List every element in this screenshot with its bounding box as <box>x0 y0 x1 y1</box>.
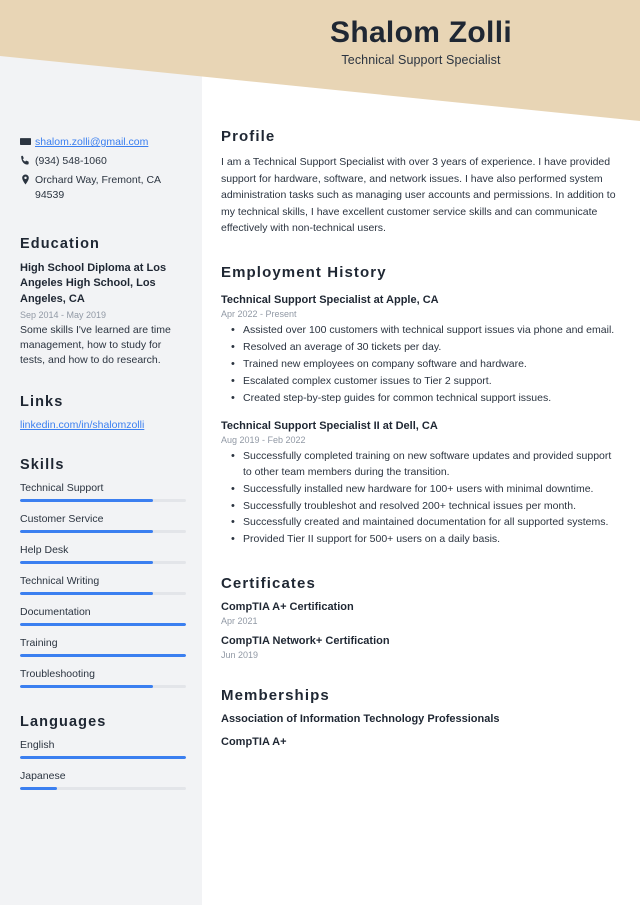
employment-title: Technical Support Specialist at Apple, CA <box>221 293 439 306</box>
employment-date: Aug 2019 - Feb 2022 <box>221 434 306 445</box>
language-bar-fill <box>20 787 57 790</box>
membership-entry: CompTIA A+ <box>221 736 287 749</box>
envelope-icon <box>20 135 35 147</box>
skill-bar-fill <box>20 654 186 657</box>
education-description: Some skills I've learned are time management, how to study for tests, and how to do research. <box>20 323 171 366</box>
employment-date: Apr 2022 - Present <box>221 308 297 319</box>
sidebar-heading-links: Links <box>20 394 64 411</box>
certificate-name: CompTIA Network+ Certification <box>221 635 390 648</box>
employment-title: Technical Support Specialist II at Dell, CA <box>221 419 438 432</box>
contact-item-phone <box>20 154 186 168</box>
employment-bullets <box>221 449 616 549</box>
sidebar-heading-languages: Languages <box>20 714 107 731</box>
sidebar-heading-education: Education <box>20 235 100 252</box>
employment-bullet: • Resolved an average of 30 tickets per day. <box>243 340 616 356</box>
employment-entry <box>221 420 616 549</box>
skill-bar-track <box>20 530 186 533</box>
skill-bar-fill <box>20 592 153 595</box>
skill-bar-track <box>20 499 186 502</box>
contact-item-address <box>20 173 186 201</box>
employment-bullet: • Trained new employees on company software and hardware. <box>243 357 616 373</box>
heading-employment-history: Employment History <box>221 263 387 281</box>
skill-item <box>20 482 186 502</box>
contact-address-value: Orchard Way, Fremont, CA 94539 <box>35 174 161 201</box>
skills-list <box>20 482 186 688</box>
certificate-entry <box>221 601 616 626</box>
certificate-date: Apr 2021 <box>221 616 258 627</box>
skill-bar-fill <box>20 499 153 502</box>
membership-entry: Association of Information Technology Professionals <box>221 713 500 726</box>
skill-bar-fill <box>20 623 186 626</box>
heading-profile: Profile <box>221 128 276 145</box>
employment-entry <box>221 294 616 407</box>
skill-bar-fill <box>20 530 153 533</box>
skill-bar-track <box>20 654 186 657</box>
language-item <box>20 739 186 759</box>
language-label: English <box>20 739 55 752</box>
skill-item <box>20 544 186 564</box>
skill-bar-track <box>20 685 186 688</box>
skill-item <box>20 513 186 533</box>
skill-label: Technical Writing <box>20 575 100 588</box>
contact-list <box>20 135 186 202</box>
employment-bullet: • Provided Tier II support for 500+ users on a daily basis. <box>243 532 616 548</box>
skill-item <box>20 637 186 657</box>
sidebar-heading-skills: Skills <box>20 457 65 474</box>
contact-item-email[interactable] <box>20 135 186 149</box>
candidate-job-title: Technical Support Specialist <box>341 52 501 67</box>
employment-bullet: • Successfully created and maintained documentation for all supported systems. <box>243 515 616 531</box>
skill-bar-fill <box>20 685 153 688</box>
employment-bullet: • Successfully installed new hardware for 100+ users with minimal downtime. <box>243 482 616 498</box>
profile-text: I am a Technical Support Specialist with over 3 years of experience. I have provided support for hardware, software, and network issues. I have also performed system administration tasks such as managing user accounts and permissions. In addition to my technical skills, I have excellent customer service skills and can communicate effectively with non-technical users. <box>221 156 616 235</box>
language-item <box>20 770 186 790</box>
employment-bullet: • Assisted over 100 customers with technical support issues via phone and email. <box>243 323 616 339</box>
skill-bar-track <box>20 623 186 626</box>
languages-list <box>20 739 186 790</box>
certificate-entry <box>221 635 616 660</box>
employment-bullets <box>221 323 616 407</box>
skill-label: Troubleshooting <box>20 668 95 681</box>
employment-bullet: • Successfully troubleshot and resolved 200+ technical issues per month. <box>243 499 616 515</box>
phone-icon <box>20 154 35 166</box>
link-linkedin[interactable]: linkedin.com/in/shalomzolli <box>20 419 145 432</box>
education-date: Sep 2014 - May 2019 <box>20 309 107 320</box>
certificate-name: CompTIA A+ Certification <box>221 601 354 614</box>
location-pin-icon <box>20 173 35 185</box>
education-title: High School Diploma at Los Angeles High School, Los Angeles, CA <box>20 261 167 305</box>
certificate-date: Jun 2019 <box>221 650 259 661</box>
skill-label: Technical Support <box>20 482 104 495</box>
contact-phone-value: (934) 548-1060 <box>35 155 107 168</box>
main-column <box>202 0 640 759</box>
skill-bar-track <box>20 592 186 595</box>
heading-certificates: Certificates <box>221 575 316 593</box>
skill-bar-track <box>20 561 186 564</box>
candidate-name: Shalom Zolli <box>330 16 512 49</box>
sidebar <box>0 0 202 801</box>
skill-label: Customer Service <box>20 513 104 526</box>
heading-memberships: Memberships <box>221 687 330 705</box>
employment-bullet: • Escalated complex customer issues to Tier 2 support. <box>243 374 616 390</box>
employment-bullet: • Created step-by-step guides for common technical support issues. <box>243 391 616 407</box>
language-label: Japanese <box>20 770 66 783</box>
skill-item <box>20 606 186 626</box>
skill-item <box>20 668 186 688</box>
skill-label: Training <box>20 637 58 650</box>
skill-bar-fill <box>20 561 153 564</box>
skill-item <box>20 575 186 595</box>
language-bar-track <box>20 756 186 759</box>
employment-bullet: • Successfully completed training on new software updates and provided support to other team members during the transition. <box>243 449 616 481</box>
skill-label: Documentation <box>20 606 91 619</box>
skill-label: Help Desk <box>20 544 69 557</box>
language-bar-track <box>20 787 186 790</box>
contact-email-value[interactable]: shalom.zolli@gmail.com <box>35 136 149 148</box>
language-bar-fill <box>20 756 186 759</box>
education-entry <box>20 261 186 368</box>
